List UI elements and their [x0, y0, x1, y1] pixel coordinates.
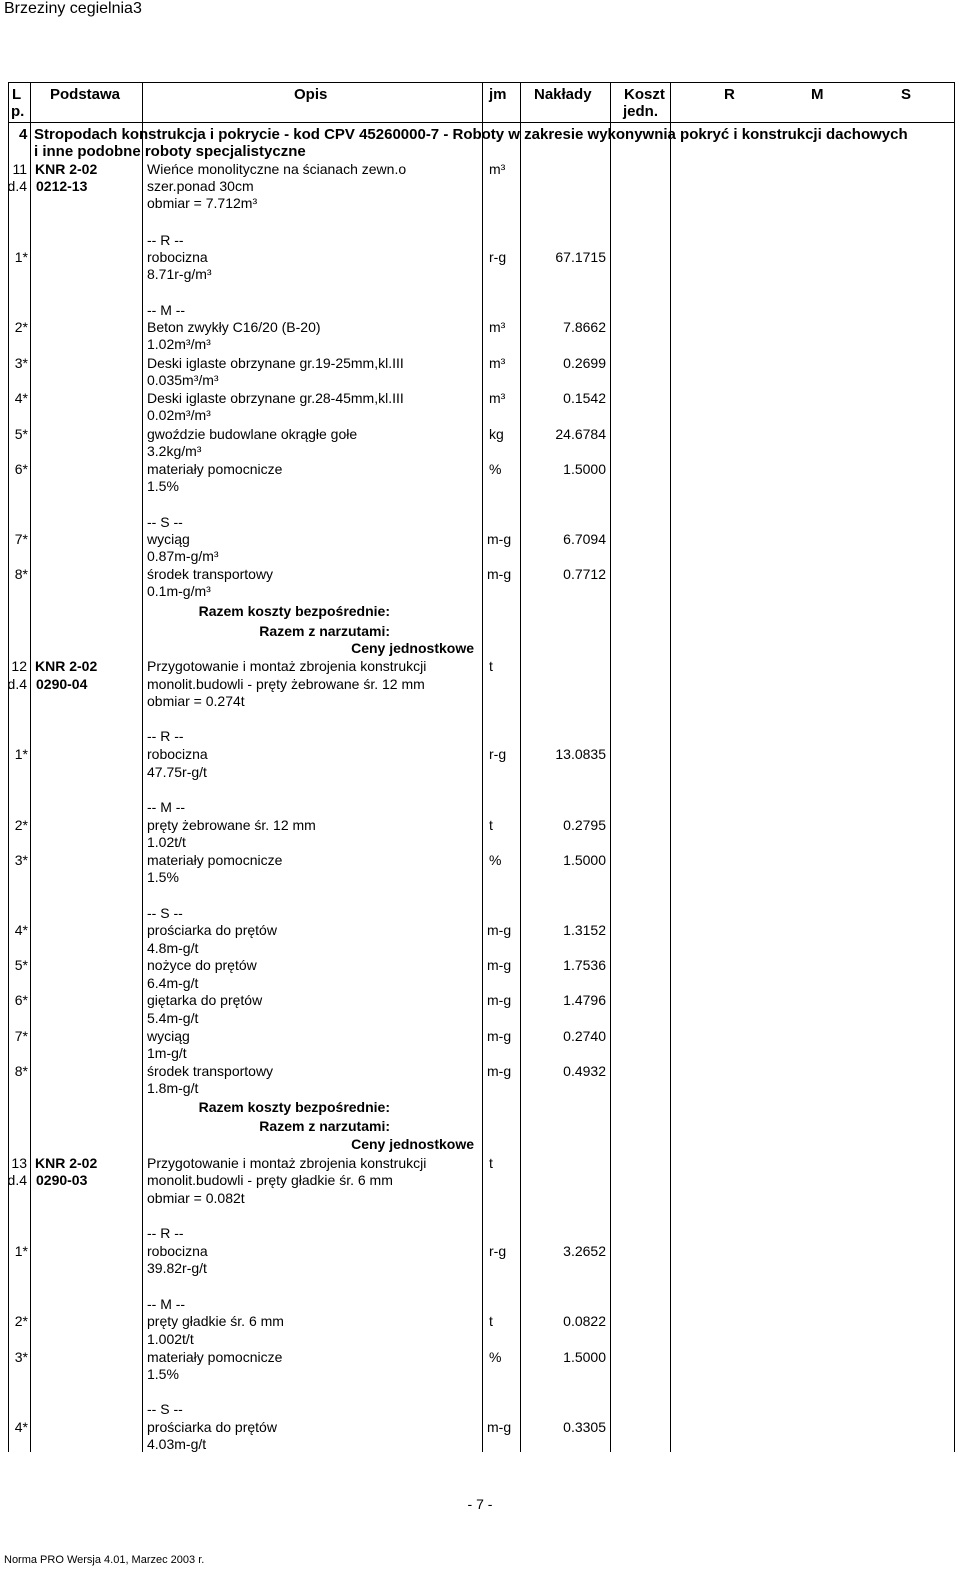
resource-norm: 0.87m-g/m³	[147, 548, 219, 564]
header-koszt: Koszt	[624, 86, 665, 103]
resource-unit: m-g	[487, 531, 512, 547]
summary-unit-prices: Ceny jednostkowe	[351, 1136, 474, 1152]
resource-value: 24.6784	[555, 426, 606, 442]
col-border	[610, 82, 611, 1452]
resource-value: 0.2740	[563, 1028, 606, 1044]
resource-unit: m-g	[487, 922, 512, 938]
resource-norm: 1.5%	[147, 478, 179, 494]
resource-lp: 1*	[14, 1243, 28, 1259]
resource-header-m: -- M --	[147, 302, 186, 318]
resource-name: prościarka do prętów	[147, 922, 277, 938]
resource-unit: m-g	[487, 957, 512, 973]
summary-with-markups: Razem z narzutami:	[259, 623, 390, 639]
resource-value: 0.4932	[563, 1063, 606, 1079]
resource-name: gwoździe budowlane okrągłe gołe	[147, 426, 358, 442]
resource-unit: m-g	[487, 1419, 512, 1435]
resource-name: materiały pomocnicze	[147, 1349, 283, 1365]
page-number: - 7 -	[467, 1496, 493, 1512]
resource-unit: r-g	[489, 249, 507, 265]
resource-norm: 6.4m-g/t	[147, 975, 199, 991]
position-unit: t	[489, 658, 493, 674]
header-jm: jm	[489, 86, 507, 103]
resource-name: materiały pomocnicze	[147, 461, 283, 477]
resource-lp: 5*	[14, 957, 28, 973]
position-number: 13	[11, 1155, 27, 1171]
resource-value: 1.5000	[563, 852, 606, 868]
resource-value: 0.1542	[563, 390, 606, 406]
col-border	[520, 82, 521, 1452]
resource-value: 3.2652	[563, 1243, 606, 1259]
footer-software: Norma PRO Wersja 4.01, Marzec 2003 r.	[4, 1554, 205, 1566]
obmiar: obmiar = 7.712m³	[147, 195, 258, 211]
knr-code: KNR 2-02	[35, 1155, 98, 1171]
resource-lp: 3*	[14, 355, 28, 371]
resource-lp: 4*	[14, 390, 28, 406]
resource-norm: 0.02m³/m³	[147, 407, 211, 423]
resource-unit: m³	[489, 390, 506, 406]
resource-value: 13.0835	[555, 746, 606, 762]
resource-norm: 0.1m-g/m³	[147, 583, 211, 599]
resource-unit: r-g	[489, 1243, 507, 1259]
resource-header-r: -- R --	[147, 232, 184, 248]
knr-code: KNR 2-02	[35, 658, 98, 674]
position-unit: t	[489, 1155, 493, 1171]
header-naklady: Nakłady	[534, 86, 592, 103]
resource-unit: m-g	[487, 1063, 512, 1079]
summary-with-markups: Razem z narzutami:	[259, 1118, 390, 1134]
section-title-cont: i inne podobne roboty specjalistyczne	[34, 143, 306, 160]
resource-name: materiały pomocnicze	[147, 852, 283, 868]
resource-lp: 3*	[14, 852, 28, 868]
resource-name: Deski iglaste obrzynane gr.28-45mm,kl.III	[147, 390, 404, 406]
header-s: S	[901, 86, 912, 103]
resource-name: Beton zwykły C16/20 (B-20)	[147, 319, 321, 335]
resource-norm: 1.02m³/m³	[147, 336, 211, 352]
resource-lp: 2*	[14, 319, 28, 335]
resource-norm: 1.5%	[147, 869, 179, 885]
resource-value: 67.1715	[555, 249, 606, 265]
table-top-border	[8, 82, 954, 83]
position-chapter: d.4	[7, 676, 27, 692]
resource-name: robocizna	[147, 746, 208, 762]
col-border	[30, 82, 31, 1452]
resource-lp: 5*	[14, 426, 28, 442]
header-opis: Opis	[294, 86, 328, 103]
resource-lp: 8*	[14, 1063, 28, 1079]
resource-lp: 6*	[14, 992, 28, 1008]
resource-unit: %	[489, 1349, 502, 1365]
resource-unit: t	[489, 1313, 493, 1329]
resource-name: wyciąg	[147, 531, 190, 547]
summary-direct-costs: Razem koszty bezpośrednie:	[198, 1099, 390, 1115]
resource-name: robocizna	[147, 1243, 208, 1259]
resource-value: 6.7094	[563, 531, 606, 547]
obmiar: obmiar = 0.082t	[147, 1190, 245, 1206]
position-number: 11	[12, 161, 27, 177]
summary-direct-costs: Razem koszty bezpośrednie:	[198, 603, 390, 619]
col-border	[142, 82, 143, 1452]
resource-lp: 2*	[14, 1313, 28, 1329]
summary-unit-prices: Ceny jednostkowe	[351, 640, 474, 656]
knr-number: 0212-13	[36, 178, 88, 194]
resource-header-s: -- S --	[147, 514, 183, 530]
position-chapter: d.4	[7, 1172, 27, 1188]
resource-unit: m-g	[487, 566, 512, 582]
section-number: 4	[19, 126, 28, 143]
position-description: Wieńce monolityczne na ścianach zewn.o	[147, 161, 407, 177]
position-description: monolit.budowli - pręty gładkie śr. 6 mm	[147, 1172, 393, 1188]
resource-value: 1.4796	[563, 992, 606, 1008]
resource-unit: %	[489, 461, 502, 477]
resource-value: 0.0822	[563, 1313, 606, 1329]
resource-norm: 1.8m-g/t	[147, 1080, 199, 1096]
resource-unit: m-g	[487, 1028, 512, 1044]
resource-lp: 4*	[14, 922, 28, 938]
resource-value: 0.7712	[563, 566, 606, 582]
document-title: Brzeziny cegielnia3	[4, 0, 142, 17]
resource-name: środek transportowy	[147, 1063, 274, 1079]
resource-unit: r-g	[489, 746, 507, 762]
resource-norm: 1.002t/t	[147, 1331, 194, 1347]
col-border	[482, 82, 483, 1452]
resource-name: giętarka do prętów	[147, 992, 263, 1008]
resource-lp: 2*	[14, 817, 28, 833]
resource-norm: 8.71r-g/m³	[147, 266, 212, 282]
resource-value: 0.3305	[563, 1419, 606, 1435]
resource-name: pręty żebrowane śr. 12 mm	[147, 817, 316, 833]
resource-lp: 1*	[14, 249, 28, 265]
resource-header-r: -- R --	[147, 728, 184, 744]
resource-header-m: -- M --	[147, 799, 186, 815]
resource-lp: 1*	[14, 746, 28, 762]
resource-unit: %	[489, 852, 502, 868]
resource-lp: 7*	[14, 1028, 28, 1044]
section-title: Stropodach konstrukcja i pokrycie - kod CPV 45260000-7 - Roboty w zakresie wykonywnia pokryć i konstrukcji dachowych	[34, 126, 908, 143]
resource-lp: 3*	[14, 1349, 28, 1365]
resource-norm: 4.03m-g/t	[147, 1436, 207, 1452]
header-koszt-jedn: jedn.	[623, 103, 659, 120]
resource-value: 1.3152	[563, 922, 606, 938]
resource-header-r: -- R --	[147, 1225, 184, 1241]
resource-lp: 4*	[14, 1419, 28, 1435]
resource-norm: 1m-g/t	[147, 1045, 187, 1061]
header-lp: L	[12, 86, 22, 103]
resource-norm: 0.035m³/m³	[147, 372, 219, 388]
col-border	[954, 82, 955, 1452]
resource-value: 1.5000	[563, 1349, 606, 1365]
resource-name: środek transportowy	[147, 566, 274, 582]
position-description: monolit.budowli - pręty żebrowane śr. 12 mm	[147, 676, 425, 692]
resource-value: 1.5000	[563, 461, 606, 477]
resource-norm: 1.5%	[147, 1366, 179, 1382]
resource-norm: 4.8m-g/t	[147, 940, 199, 956]
position-unit: m³	[489, 161, 506, 177]
resource-norm: 39.82r-g/t	[147, 1260, 207, 1276]
resource-unit: m³	[489, 355, 506, 371]
resource-value: 0.2699	[563, 355, 606, 371]
resource-norm: 47.75r-g/t	[147, 764, 207, 780]
resource-name: robocizna	[147, 249, 208, 265]
resource-norm: 5.4m-g/t	[147, 1010, 199, 1026]
obmiar: obmiar = 0.274t	[147, 693, 245, 709]
resource-value: 7.8662	[563, 319, 606, 335]
header-bottom-border	[8, 122, 954, 123]
position-description: Przygotowanie i montaż zbrojenia konstrukcji	[147, 1155, 427, 1171]
resource-header-s: -- S --	[147, 905, 183, 921]
position-description: Przygotowanie i montaż zbrojenia konstrukcji	[147, 658, 427, 674]
resource-lp: 7*	[14, 531, 28, 547]
resource-norm: 1.02t/t	[147, 834, 186, 850]
resource-value: 1.7536	[563, 957, 606, 973]
knr-number: 0290-04	[36, 676, 88, 692]
header-m: M	[811, 86, 824, 103]
resource-unit: m³	[489, 319, 506, 335]
position-description: szer.ponad 30cm	[147, 178, 254, 194]
resource-norm: 3.2kg/m³	[147, 443, 202, 459]
resource-unit: kg	[489, 426, 504, 442]
knr-code: KNR 2-02	[35, 161, 98, 177]
resource-unit: m-g	[487, 992, 512, 1008]
resource-name: nożyce do prętów	[147, 957, 257, 973]
resource-lp: 8*	[14, 566, 28, 582]
resource-name: wyciąg	[147, 1028, 190, 1044]
header-podstawa: Podstawa	[50, 86, 121, 103]
col-border	[670, 82, 671, 1452]
header-lp: p.	[11, 103, 25, 120]
position-number: 12	[11, 658, 27, 674]
resource-name: Deski iglaste obrzynane gr.19-25mm,kl.III	[147, 355, 404, 371]
header-r: R	[724, 86, 735, 103]
resource-header-m: -- M --	[147, 1296, 186, 1312]
position-chapter: d.4	[7, 178, 27, 194]
resource-unit: t	[489, 817, 493, 833]
resource-header-s: -- S --	[147, 1401, 183, 1417]
resource-name: prościarka do prętów	[147, 1419, 277, 1435]
knr-number: 0290-03	[36, 1172, 88, 1188]
resource-value: 0.2795	[563, 817, 606, 833]
resource-lp: 6*	[14, 461, 28, 477]
resource-name: pręty gładkie śr. 6 mm	[147, 1313, 284, 1329]
